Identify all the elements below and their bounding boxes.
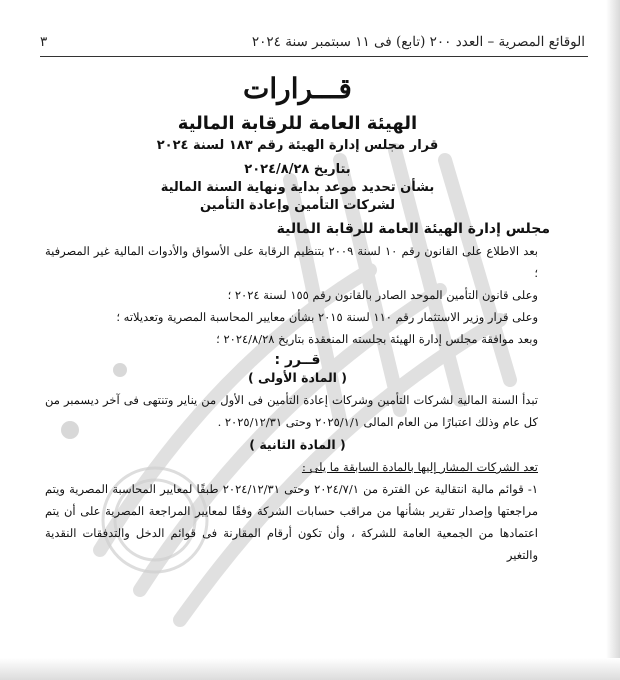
article-2-intro: تعد الشركات المشار إليها بالمادة السابقة ما يلى :	[301, 460, 538, 474]
article-1-heading: ( المادة الأولى )	[247, 370, 348, 385]
document-body	[45, 72, 550, 566]
page-number: ٣	[40, 34, 48, 50]
preamble-paragraph: وبعد موافقة مجلس إدارة الهيئة بجلسته المنعقدة بتاريخ ٢٠٢٤/٨/٢٨ ؛	[216, 332, 538, 346]
decree-date: بتاريخ ٢٠٢٤/٨/٢٨	[244, 162, 351, 177]
section-title: قـــرارات	[243, 72, 352, 105]
page-edge-shadow	[606, 0, 620, 680]
preamble-paragraph: وعلى قانون التأمين الموحد الصادر بالقانون رقم ١٥٥ لسنة ٢٠٢٤ ؛	[227, 288, 538, 302]
decree-subject-line1: بشأن تحديد موعد بداية ونهاية السنة المالية	[160, 180, 435, 195]
decides-heading: قــرر :	[274, 352, 321, 368]
running-title: الوقائع المصرية – العدد ٢٠٠ (تابع) فى ١١ سبتمبر سنة ٢٠٢٤	[251, 34, 585, 50]
article-2-heading: ( المادة الثانية )	[249, 437, 346, 452]
page-bottom-shadow	[0, 658, 620, 680]
article-2-item-1: ١- قوائم مالية انتقالية عن الفترة من ٢٠٢٤/٧/١ وحتى ٢٠٢٤/١٢/٣١ طبقًا لمعايير المحاسبة المصرية ويتم مراجعتها وإصدار تقرير بشأنها من مراقب حسابات الشركة وفقًا لمعايير المراجعة المصرية على أن يتم اعتمادها من الجمعية العامة للشركة ، وأن تكون أرقام المقارنة فى قوائم الدخل والتدفقات النقدية والتغير	[45, 482, 539, 562]
preamble-paragraph: وعلى قرار وزير الاستثمار رقم ١١٠ لسنة ٢٠١٥ بشأن معايير المحاسبة المصرية وتعديلاته ؛	[116, 310, 538, 324]
header-rule	[40, 56, 588, 57]
board-heading: مجلس إدارة الهيئة العامة للرقابة المالية	[276, 221, 550, 237]
preamble-paragraph: بعد الاطلاع على القانون رقم ١٠ لسنة ٢٠٠٩ بتنظيم الرقابة على الأسواق والأدوات المالية غير المصرفية ؛	[45, 244, 538, 280]
decree-title: قرار مجلس إدارة الهيئة رقم ١٨٣ لسنة ٢٠٢٤	[156, 138, 439, 153]
article-1-text: تبدأ السنة المالية لشركات التأمين وشركات إعادة التأمين فى الأول من يناير وتنتهى فى آخر ديسمبر من كل عام وذلك اعتبارًا من العام المالى ٢٠٢٥/١/١ وحتى ٢٠٢٥/١٢/٣١ .	[45, 393, 538, 429]
organization-name: الهيئة العامة للرقابة المالية	[177, 113, 418, 134]
running-header	[40, 34, 585, 56]
decree-subject-line2: لشركات التأمين وإعادة التأمين	[199, 198, 396, 213]
